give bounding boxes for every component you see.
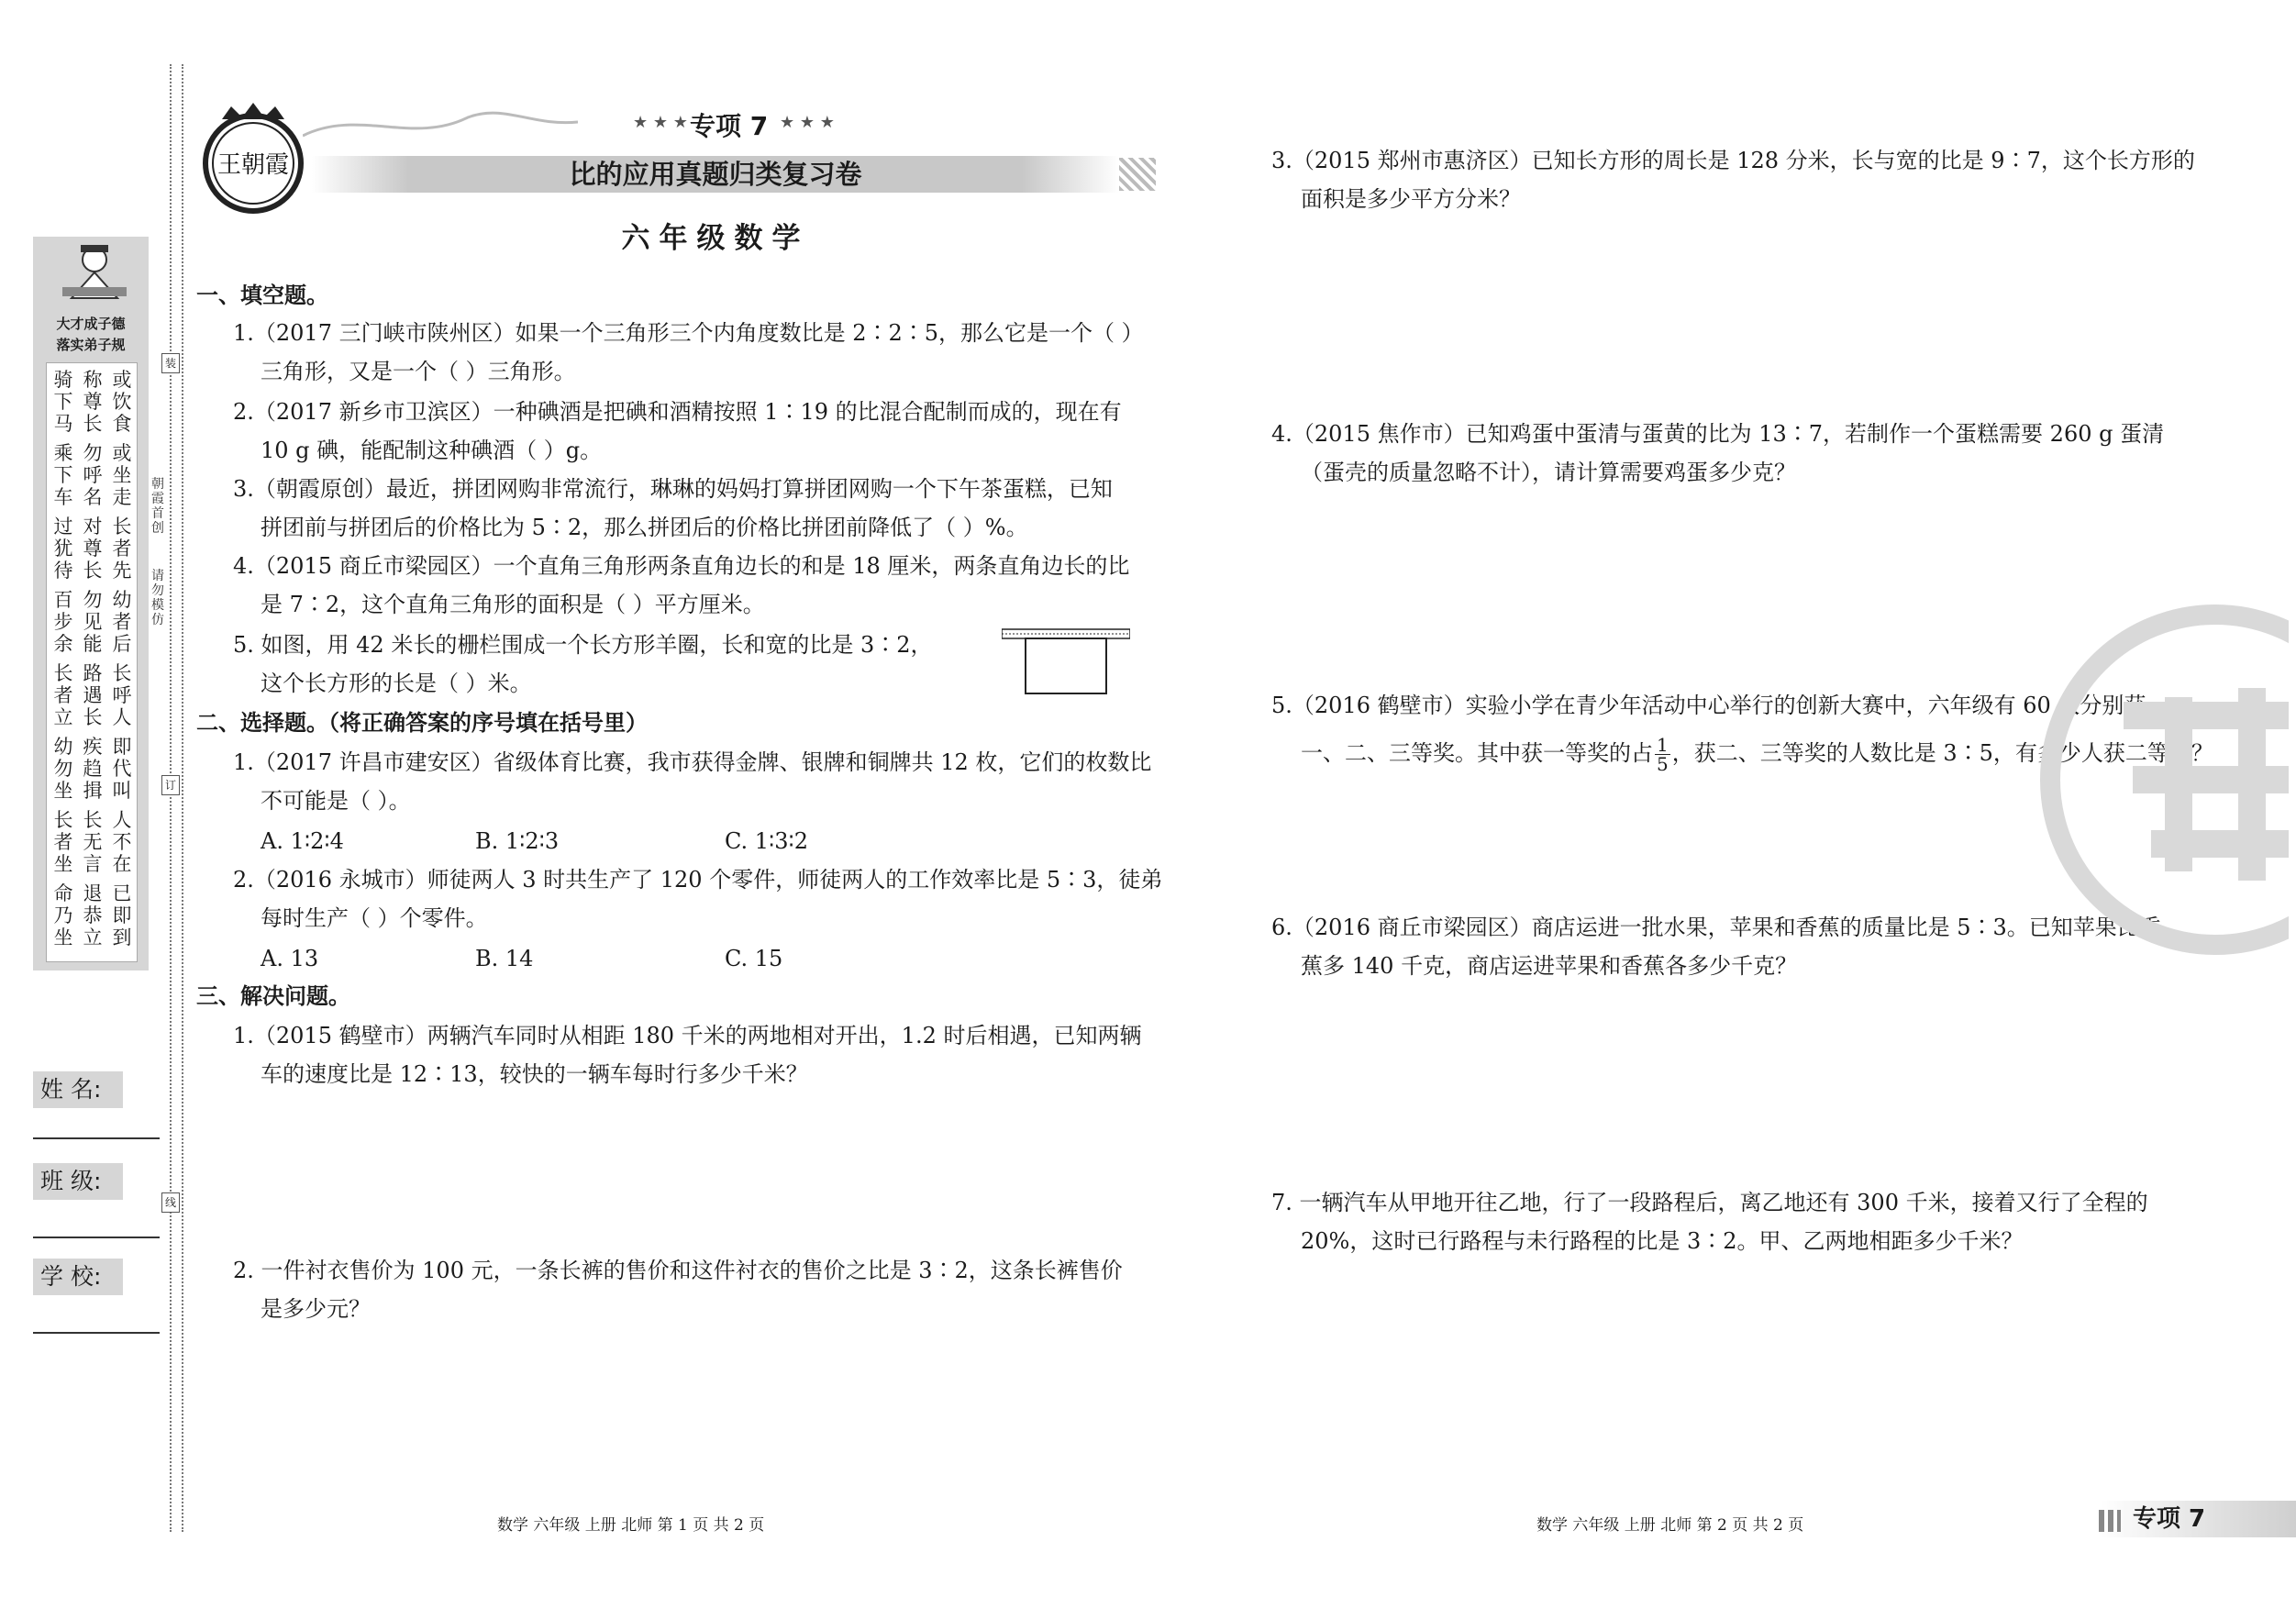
sidebar-slogan-2: 落实弟子规 bbox=[56, 337, 126, 353]
binding-line-inner bbox=[182, 64, 183, 1532]
q1-5-line1: 5. 如图，用 42 米长的栅栏围成一个长方形羊圈，长和宽的比是 3∶2， bbox=[233, 632, 933, 658]
stars-right: ★ ★ ★ bbox=[780, 113, 835, 132]
q2-2-option-a: A. 13 bbox=[261, 946, 319, 971]
fence-figure bbox=[1002, 627, 1130, 697]
fraction-numerator: 1 bbox=[1657, 734, 1669, 756]
q1-3-line2: 拼团前与拼团后的价格比为 5∶2，那么拼团后的价格比拼团前降低了（ ）%。 bbox=[261, 515, 1028, 540]
motto-column: 对 尊 长 bbox=[83, 516, 103, 582]
secret-stamp-icon bbox=[2023, 587, 2289, 972]
q3-1-line1: 1.（2015 鹤壁市）两辆汽车同时从相距 180 千米的两地相对开出，1.2 时后相遇，已知两辆 bbox=[233, 1023, 1142, 1048]
q3-7-line1: 7. 一辆汽车从甲地开往乙地，行了一段路程后，离乙地还有 300 千米，接着又行了全程的 bbox=[1271, 1190, 2148, 1215]
motto-column: 乘 下 车 bbox=[53, 442, 73, 508]
motto-column: 骑 下 马 bbox=[53, 369, 73, 435]
q2-1-option-c: C. 1∶3∶2 bbox=[725, 828, 809, 854]
scholar-illustration-icon bbox=[53, 243, 136, 307]
motto-column: 路 遇 长 bbox=[83, 662, 103, 728]
footer-left: 数学 六年级 上册 北师 第 1 页 共 2 页 bbox=[497, 1516, 765, 1535]
class-field[interactable] bbox=[33, 1237, 160, 1238]
q3-2-line1: 2. 一件衬衣售价为 100 元，一条长裤的售价和这件衬衣的售价之比是 3∶2，这条长裤售价 bbox=[233, 1258, 1123, 1283]
fraction-denominator: 5 bbox=[1657, 753, 1669, 775]
motto-column: 或 坐 走 bbox=[112, 442, 132, 508]
motto-column: 即 代 叫 bbox=[112, 736, 132, 802]
edge-note-1: 朝霞首创 bbox=[151, 477, 164, 536]
q3-4-line1: 4.（2015 焦作市）已知鸡蛋中蛋清与蛋黄的比为 13∶7，若制作一个蛋糕需要 260 g 蛋清 bbox=[1271, 421, 2165, 447]
motto-column: 命 乃 坐 bbox=[53, 882, 73, 948]
corner-label: 专项 7 bbox=[2133, 1505, 2206, 1533]
school-field[interactable] bbox=[33, 1332, 160, 1334]
q3-6-line1: 6.（2016 商丘市梁园区）商店运进一批水果，苹果和香蕉的质量比是 5∶3。已知苹果比香 bbox=[1271, 915, 2161, 940]
brand-logo bbox=[194, 99, 312, 216]
motto-column: 称 尊 长 bbox=[83, 369, 103, 435]
q1-1-line2: 三角形，又是一个（ ）三角形。 bbox=[261, 359, 576, 384]
q3-6-line2: 蕉多 140 千克，商店运进苹果和香蕉各多少千克？ bbox=[1301, 953, 1798, 979]
ribbon-decoration bbox=[303, 99, 578, 154]
motto-column: 长 无 言 bbox=[83, 809, 103, 875]
motto-column: 勿 见 能 bbox=[83, 589, 103, 655]
motto-column: 已 即 到 bbox=[112, 882, 132, 948]
name-field[interactable] bbox=[33, 1137, 160, 1139]
motto-column: 疾 趋 揖 bbox=[83, 736, 103, 802]
q2-1-line2: 不可能是（ ）。 bbox=[261, 788, 411, 814]
q3-5-line1: 5.（2016 鹤壁市）实验小学在青少年活动中心举行的创新大赛中，六年级有 60 人分别获 bbox=[1271, 693, 2146, 718]
motto-column: 幼 者 后 bbox=[112, 589, 132, 655]
motto-column: 幼 勿 坐 bbox=[53, 736, 73, 802]
motto-column: 人 不 在 bbox=[112, 809, 132, 875]
q3-7-line2: 20%，这时已行路程与未行路程的比是 3∶2。甲、乙两地相距多少千米？ bbox=[1301, 1228, 2024, 1254]
school-label: 学 校: bbox=[33, 1259, 123, 1295]
corner-pattern bbox=[2099, 1510, 2121, 1532]
sidebar-slogan-1: 大才成子德 bbox=[56, 316, 126, 332]
q3-5-line2-post: ，获二、三等奖的人数比是 3∶5，有多少人获二等奖？ bbox=[1671, 740, 2213, 766]
q3-5-line2-pre: 一、二、三等奖。其中获一等奖的占 bbox=[1301, 740, 1653, 766]
section-multiple-choice: 二、选择题。（将正确答案的序号填在括号里） bbox=[196, 710, 648, 736]
edge-mark-bottom: 线 bbox=[161, 1192, 180, 1213]
q1-3-line1: 3.（朝霞原创）最近，拼团网购非常流行，琳琳的妈妈打算拼团网购一个下午茶蛋糕，已知 bbox=[233, 476, 1113, 502]
motto-column: 长 者 先 bbox=[112, 516, 132, 582]
q1-5-line2: 这个长方形的长是（ ）米。 bbox=[261, 671, 532, 696]
q3-2-line2: 是多少元？ bbox=[261, 1296, 371, 1322]
section-fill-blank: 一、填空题。 bbox=[196, 283, 328, 308]
q2-2-option-c: C. 15 bbox=[725, 946, 783, 971]
q1-4-line2: 是 7∶2，这个直角三角形的面积是（ ）平方厘米。 bbox=[261, 592, 765, 617]
section-problem-solving: 三、解决问题。 bbox=[196, 983, 350, 1009]
q1-1-line1: 1.（2017 三门峡市陕州区）如果一个三角形三个内角度数比是 2∶2∶5，那么它是一个（ ） bbox=[233, 320, 1144, 346]
q2-2-line2: 每时生产（ ）个零件。 bbox=[261, 905, 488, 931]
edge-mark-top: 装 bbox=[161, 353, 180, 373]
edge-note-2: 请勿模仿 bbox=[151, 569, 164, 627]
q2-1-option-a: A. 1∶2∶4 bbox=[261, 828, 344, 854]
q2-2-option-b: B. 14 bbox=[475, 946, 534, 971]
page-subtitle: 六年级数学 bbox=[621, 222, 810, 255]
motto-column: 或 饮 食 bbox=[112, 369, 132, 435]
q2-1-line1: 1.（2017 许昌市建安区）省级体育比赛，我市获得金牌、银牌和铜牌共 12 枚，它们的枚数比 bbox=[233, 749, 1152, 775]
special-label: 专项 7 bbox=[690, 111, 769, 141]
title-band-pattern bbox=[1119, 158, 1156, 191]
motto-column: 长 呼 人 bbox=[112, 662, 132, 728]
q1-2-line2: 10 g 碘，能配制这种碘酒（ ）g。 bbox=[261, 438, 603, 463]
q3-1-line2: 车的速度比是 12∶13，较快的一辆车每时行多少千米？ bbox=[261, 1061, 808, 1087]
motto-column: 百 步 余 bbox=[53, 589, 73, 655]
motto-column: 长 者 坐 bbox=[53, 809, 73, 875]
q2-1-option-b: B. 1∶2∶3 bbox=[475, 828, 560, 854]
q3-3-line2: 面积是多少平方分米？ bbox=[1301, 186, 1521, 212]
motto-column: 长 者 立 bbox=[53, 662, 73, 728]
motto-column: 过 犹 待 bbox=[53, 516, 73, 582]
q3-4-line2: （蛋壳的质量忽略不计），请计算需要鸡蛋多少克？ bbox=[1301, 460, 1796, 485]
q3-3-line1: 3.（2015 郑州市惠济区）已知长方形的周长是 128 分米，长与宽的比是 9∶7，这个长方形的 bbox=[1271, 148, 2195, 173]
class-label: 班 级: bbox=[33, 1163, 123, 1200]
footer-right: 数学 六年级 上册 北师 第 2 页 共 2 页 bbox=[1536, 1516, 1804, 1535]
edge-mark-mid: 订 bbox=[161, 775, 180, 795]
q1-2-line1: 2.（2017 新乡市卫滨区）一种碘酒是把碘和酒精按照 1∶19 的比混合配制而成的，现在有 bbox=[233, 399, 1122, 425]
motto-column: 勿 呼 名 bbox=[83, 442, 103, 508]
page-title: 比的应用真题归类复习卷 bbox=[569, 159, 862, 190]
logo-text: 王朝霞 bbox=[216, 151, 290, 179]
q2-2-line1: 2.（2016 永城市）师徒两人 3 时共生产了 120 个零件，师徒两人的工作效率比是 5∶3，徒弟 bbox=[233, 867, 1163, 893]
name-label: 姓 名: bbox=[33, 1071, 123, 1108]
binding-line-outer bbox=[170, 64, 172, 1532]
fraction-one-fifth bbox=[1655, 736, 1670, 773]
stars-left: ★ ★ ★ bbox=[633, 113, 688, 132]
motto-column: 退 恭 立 bbox=[83, 882, 103, 948]
q1-4-line1: 4.（2015 商丘市梁园区）一个直角三角形两条直角边长的和是 18 厘米，两条直角边长的比 bbox=[233, 553, 1130, 579]
